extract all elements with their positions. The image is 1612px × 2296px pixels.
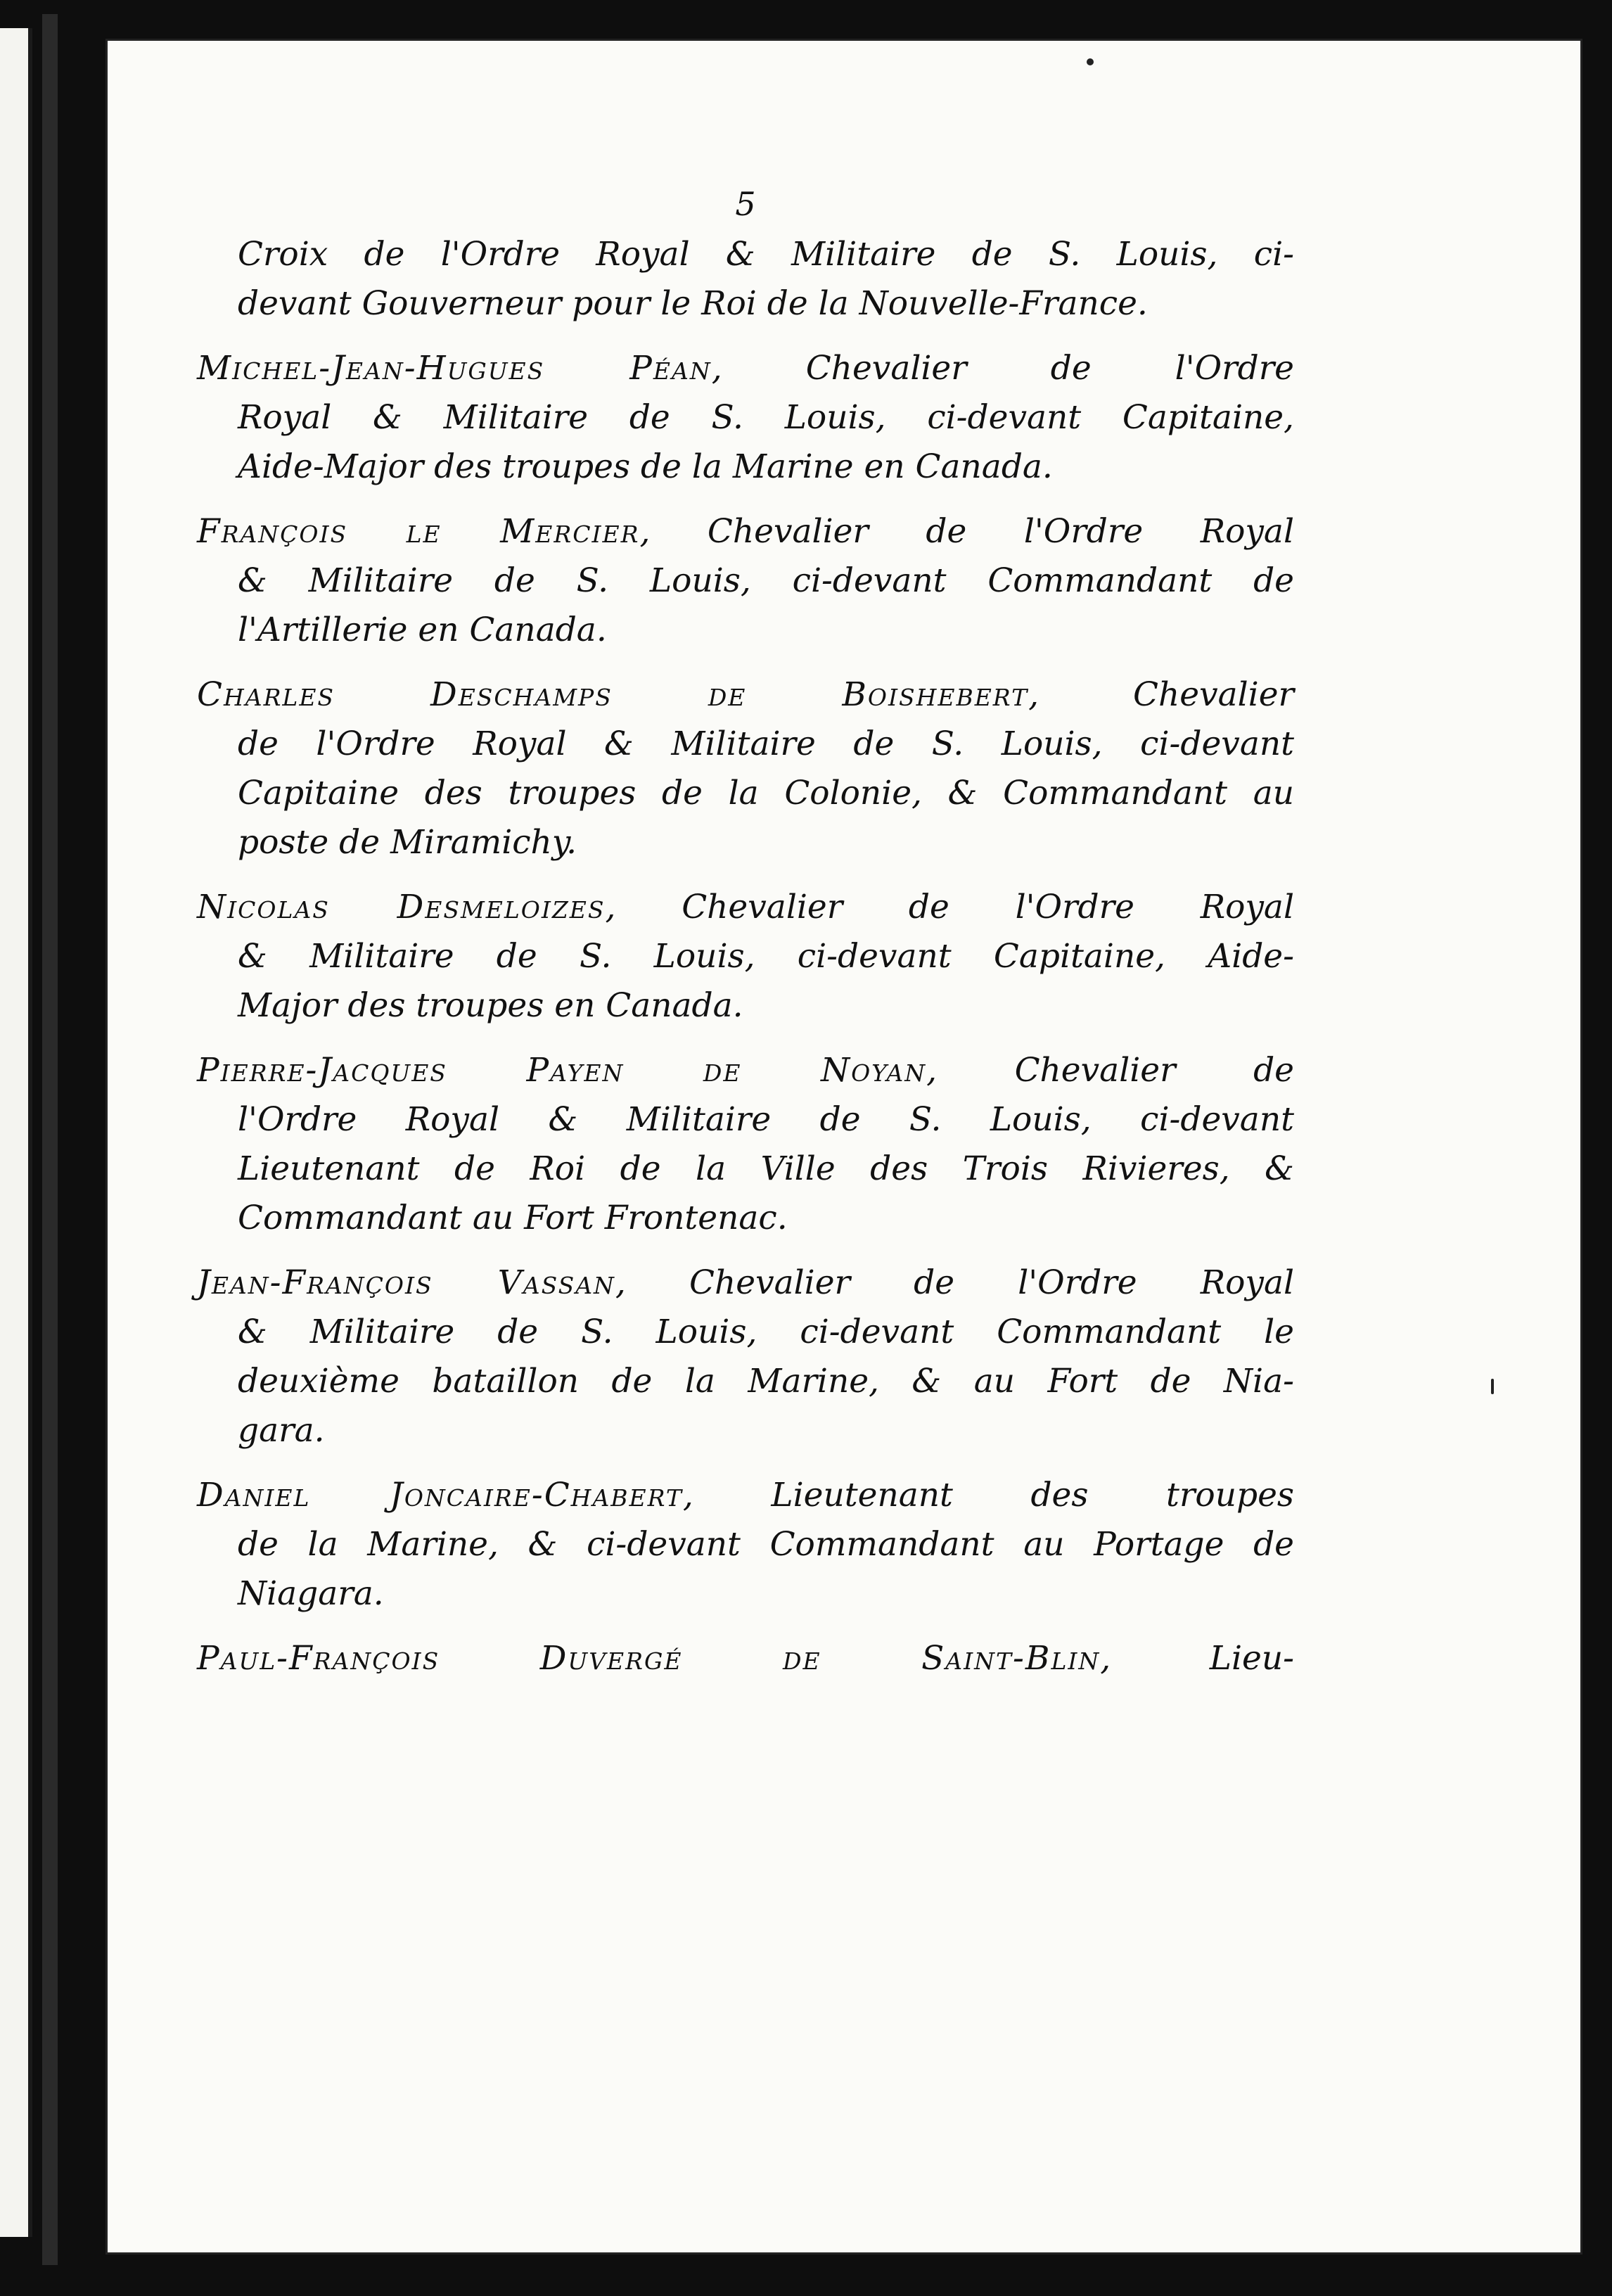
- text-line: & Militaire de S. Louis, ci-devant Capitaine, Aide-: [238, 937, 1294, 976]
- entry-noyan: [197, 1046, 1294, 1243]
- text-line: Royal & Militaire de S. Louis, ci-devant Capitaine,: [238, 398, 1294, 437]
- text-line: , Lieutenant des troupes: [682, 1476, 1295, 1514]
- entry-name: Michel-Jean-Hugues Péan: [197, 349, 712, 388]
- text-line: Niagara.: [238, 1574, 384, 1613]
- text-line: de la Marine, & ci-devant Commandant au Portage de: [238, 1525, 1294, 1564]
- text-line: de l'Ordre Royal & Militaire de S. Louis, ci-devant: [238, 725, 1294, 763]
- entry-pean: [197, 344, 1294, 492]
- text-line: , Chevalier de l'Ordre Royal: [605, 888, 1294, 926]
- text-line: , Chevalier de l'Ordre Royal: [639, 512, 1294, 551]
- text-line: l'Ordre Royal & Militaire de S. Louis, ci-devant: [238, 1100, 1294, 1139]
- text-line: deuxième bataillon de la Marine, & au Fort de Nia-: [238, 1362, 1294, 1401]
- binding-shadow: [42, 14, 58, 2265]
- text-line: & Militaire de S. Louis, ci-devant Commandant de: [238, 561, 1294, 600]
- entry-desmeloizes: [197, 883, 1294, 1031]
- text-line: , Chevalier de l'Ordre Royal: [615, 1263, 1294, 1302]
- entry-name: Nicolas Desmeloizes: [197, 888, 606, 926]
- text-line: Lieutenant de Roi de la Ville des Trois Rivieres, &: [238, 1149, 1294, 1188]
- entry-name: Paul-François Duvergé de Saint-Blin: [197, 1639, 1101, 1678]
- text-line: Croix de l'Ordre Royal & Militaire de S. Louis, ci-: [238, 235, 1294, 274]
- text-line: & Militaire de S. Louis, ci-devant Commandant le: [238, 1313, 1294, 1351]
- text-line: l'Artillerie en Canada.: [238, 611, 607, 649]
- entry-boishebert: [197, 670, 1294, 867]
- entry-saint-blin: [197, 1634, 1294, 1683]
- text-line: poste de Miramichy.: [238, 823, 577, 862]
- continuation-paragraph: [197, 230, 1294, 329]
- page-text: [197, 186, 1294, 1683]
- entry-name: Jean-François Vassan: [197, 1263, 615, 1302]
- entry-name: Pierre-Jacques Payen de Noyan: [197, 1051, 927, 1090]
- text-line: , Lieu-: [1100, 1639, 1294, 1678]
- text-line: Capitaine des troupes de la Colonie, & Commandant au: [238, 774, 1294, 812]
- entry-name: Charles Deschamps de Boishebert: [197, 675, 1029, 714]
- entry-name: Daniel Joncaire-Chabert: [197, 1476, 683, 1514]
- text-line: Major des troupes en Canada.: [238, 986, 743, 1025]
- ink-speck: [1491, 1379, 1494, 1394]
- entry-name: François le Mercier: [197, 512, 640, 551]
- text-line: , Chevalier de: [926, 1051, 1294, 1090]
- text-line: , Chevalier de l'Ordre: [711, 349, 1294, 388]
- entry-joncaire-chabert: [197, 1471, 1294, 1619]
- facing-page-edge: [0, 28, 32, 2237]
- entry-le-mercier: [197, 507, 1294, 655]
- ink-speck: [1087, 58, 1094, 65]
- text-line: devant Gouverneur pour le Roi de la Nouvelle-France.: [238, 284, 1148, 323]
- text-line: gara.: [238, 1411, 325, 1450]
- entry-vassan: [197, 1258, 1294, 1455]
- text-line: , Chevalier: [1028, 675, 1294, 714]
- page-number: 5: [735, 185, 756, 223]
- text-line: Commandant au Fort Frontenac.: [238, 1199, 788, 1237]
- page: [105, 39, 1582, 2254]
- text-line: Aide-Major des troupes de la Marine en Canada.: [238, 447, 1053, 486]
